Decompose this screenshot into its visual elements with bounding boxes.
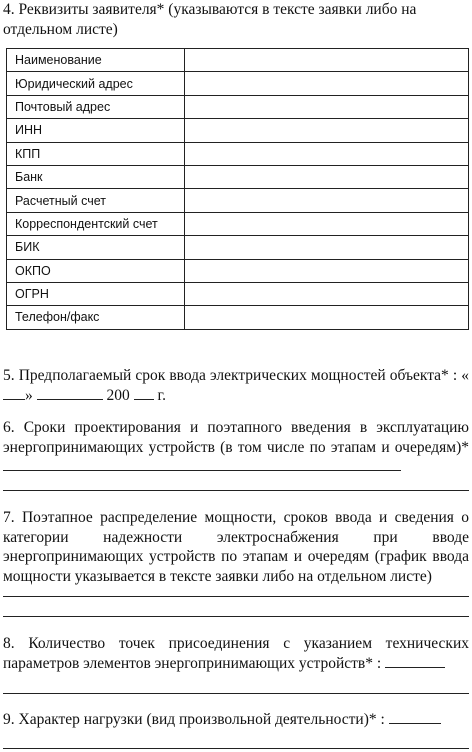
section-4-title: 4. Реквизиты заявителя* (указываются в тексте заявки либо на отдельном листе): [3, 1, 417, 38]
requisites-row-value[interactable]: [185, 306, 469, 329]
section-8-extra-line[interactable]: [3, 693, 469, 694]
section-5-year-suffix: г.: [157, 386, 166, 404]
section-9-text: 9. Характер нагрузки (вид произвольной деятельности)* :: [3, 711, 385, 728]
requisites-row-value[interactable]: [185, 72, 469, 95]
section-7-line-1[interactable]: [3, 596, 469, 597]
section-7-text: 7. Поэтапное распределение мощности, сроков ввода и сведения о категории надежности электроснабжения при вводе энергопринимающих устройств по этапам и очередям (график ввода мощности указывается в тексте заявки либо на отдельном листе): [3, 509, 469, 585]
requisites-row: [7, 72, 469, 95]
section-6-blank[interactable]: [3, 457, 401, 471]
requisites-row-label: ОКПО: [7, 259, 185, 282]
section-6: [3, 418, 469, 477]
requisites-row-value[interactable]: [185, 49, 469, 72]
section-8-text: 8. Количество точек присоединения с указанием технических параметров элементов энергопринимающих устройств* :: [3, 635, 469, 672]
month-blank[interactable]: [37, 386, 103, 400]
requisites-row-label: Юридический адрес: [7, 72, 185, 95]
requisites-row: [7, 49, 469, 72]
requisites-row-label: Расчетный счет: [7, 189, 185, 212]
section-9-blank[interactable]: [389, 710, 441, 724]
requisites-row-value[interactable]: [185, 142, 469, 165]
year-blank[interactable]: [134, 386, 154, 400]
section-5-quote-close: »: [25, 386, 33, 404]
section-9: [3, 710, 469, 730]
requisites-row: [7, 282, 469, 305]
requisites-row: [7, 119, 469, 142]
requisites-row-label: Корреспондентский счет: [7, 212, 185, 235]
requisites-row-label: ОГРН: [7, 282, 185, 305]
requisites-row-label: Наименование: [7, 49, 185, 72]
requisites-row: [7, 189, 469, 212]
day-blank[interactable]: [3, 386, 25, 400]
requisites-row: [7, 236, 469, 259]
section-7: [3, 508, 469, 586]
requisites-row-value[interactable]: [185, 259, 469, 282]
requisites-row-value[interactable]: [185, 189, 469, 212]
requisites-row: [7, 306, 469, 329]
section-7-line-2[interactable]: [3, 616, 469, 617]
requisites-row-value[interactable]: [185, 236, 469, 259]
section-8: [3, 634, 469, 673]
requisites-row: [7, 165, 469, 188]
section-8-blank[interactable]: [385, 654, 445, 668]
requisites-row-value[interactable]: [185, 119, 469, 142]
requisites-row-value[interactable]: [185, 165, 469, 188]
requisites-row-value[interactable]: [185, 95, 469, 118]
section-5: [3, 366, 469, 405]
requisites-row-label: Почтовый адрес: [7, 95, 185, 118]
requisites-table: [6, 48, 469, 330]
requisites-row-label: БИК: [7, 236, 185, 259]
requisites-row-label: ИНН: [7, 119, 185, 142]
section-6-text: 6. Сроки проектирования и поэтапного введения в эксплуатацию энергопринимающих устройств (в том числе по этапам и очередям)*: [3, 419, 469, 456]
requisites-row-label: Банк: [7, 165, 185, 188]
section-5-year-prefix: 200: [106, 386, 130, 404]
requisites-row: [7, 259, 469, 282]
requisites-row-value[interactable]: [185, 212, 469, 235]
section-9-extra-line[interactable]: [3, 748, 469, 749]
requisites-row-label: КПП: [7, 142, 185, 165]
requisites-row: [7, 212, 469, 235]
requisites-row-label: Телефон/факс: [7, 306, 185, 329]
requisites-row: [7, 142, 469, 165]
section-6-extra-line[interactable]: [3, 490, 469, 491]
section-5-text: 5. Предполагаемый срок ввода электрических мощностей объекта* : «: [3, 367, 469, 384]
requisites-row-value[interactable]: [185, 282, 469, 305]
requisites-row: [7, 95, 469, 118]
